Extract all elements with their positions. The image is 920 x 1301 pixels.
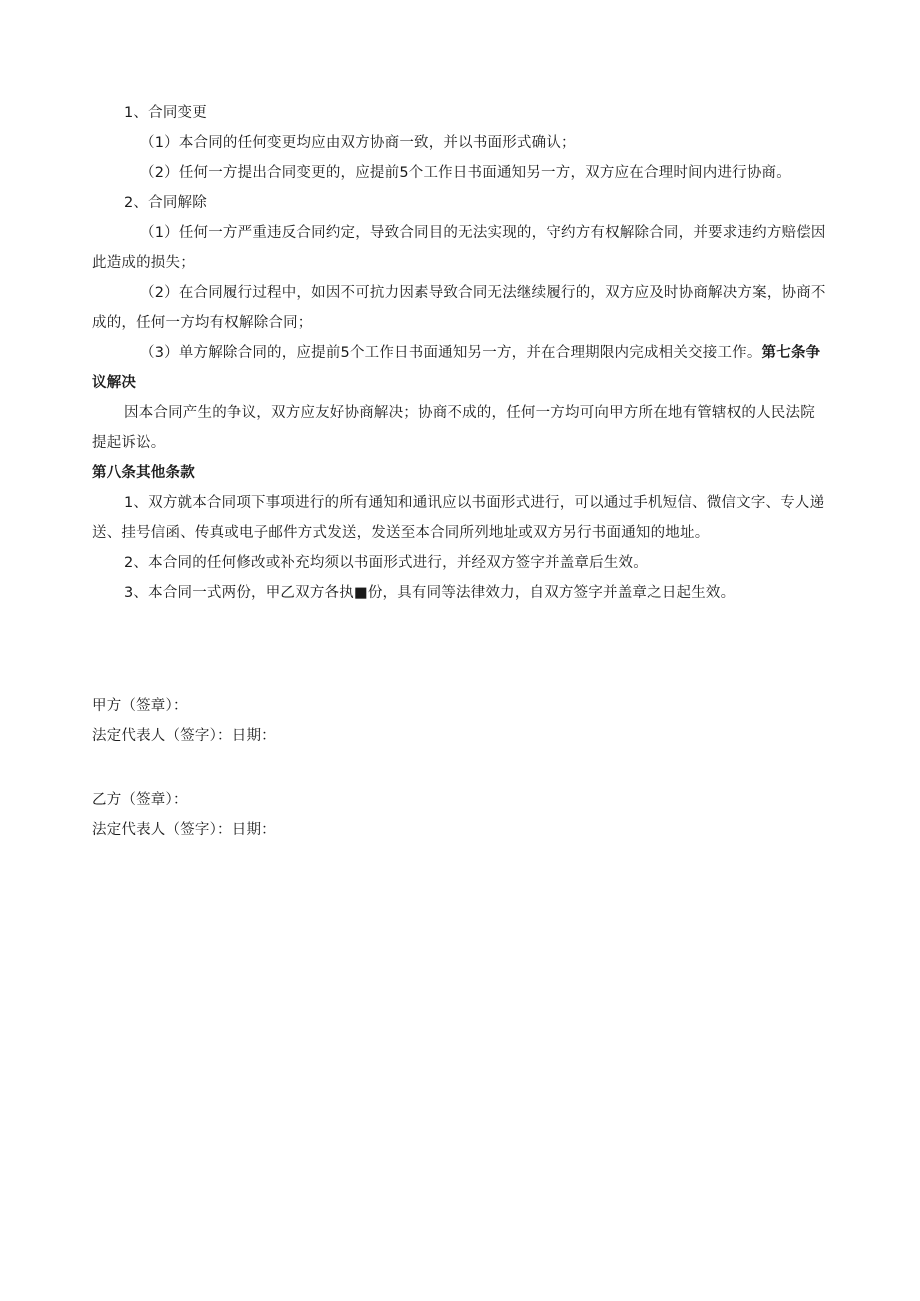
party-a-representative-label: 法定代表人（签字）：日期： xyxy=(92,728,276,744)
article-7-heading: 第七条争议解决 xyxy=(92,345,821,391)
party-b-representative-label: 法定代表人（签字）：日期： xyxy=(92,822,276,838)
contract-termination-heading: 2、合同解除 xyxy=(124,195,207,211)
termination-clause-3-text: （3）单方解除合同的，应提前5个工作日书面通知另一方，并在合理期限内完成相关交接工作。 xyxy=(140,345,762,361)
article-8-item-1: 1、双方就本合同项下事项进行的所有通知和通讯应以书面形式进行，可以通过手机短信、微信文字、专人递送、挂号信函、传真或电子邮件方式发送，发送至本合同所列地址或双方另行书面通知的地址。 xyxy=(92,495,825,541)
party-b-signature-block xyxy=(92,785,828,845)
party-a-seal-label: 甲方（签章）： xyxy=(92,698,188,714)
contract-change-clause-2: （2）任何一方提出合同变更的，应提前5个工作日书面通知另一方，双方应在合理时间内进行协商。 xyxy=(140,165,791,181)
article-7-body: 因本合同产生的争议，双方应友好协商解决；协商不成的，任何一方均可向甲方所在地有管辖权的人民法院提起诉讼。 xyxy=(92,405,815,451)
termination-clause-1: （1）任何一方严重违反合同约定，导致合同目的无法实现的，守约方有权解除合同，并要求违约方赔偿因此造成的损失； xyxy=(92,225,826,271)
party-a-signature-block xyxy=(92,691,828,751)
party-b-seal-label: 乙方（签章）： xyxy=(92,792,188,808)
article-8-heading: 第八条其他条款 xyxy=(92,465,195,481)
article-8-item-3: 3、本合同一式两份，甲乙双方各执■份，具有同等法律效力，自双方签字并盖章之日起生效。 xyxy=(124,585,736,601)
termination-clause-2: （2）在合同履行过程中，如因不可抗力因素导致合同无法继续履行的，双方应及时协商解决方案，协商不成的，任何一方均有权解除合同； xyxy=(92,285,826,331)
contract-change-clause-1: （1）本合同的任何变更均应由双方协商一致，并以书面形式确认； xyxy=(140,135,576,151)
contract-change-heading: 1、合同变更 xyxy=(124,105,207,121)
contract-body xyxy=(92,98,828,608)
termination-clause-3 xyxy=(92,338,828,398)
article-8-item-2: 2、本合同的任何修改或补充均须以书面形式进行，并经双方签字并盖章后生效。 xyxy=(124,555,648,571)
